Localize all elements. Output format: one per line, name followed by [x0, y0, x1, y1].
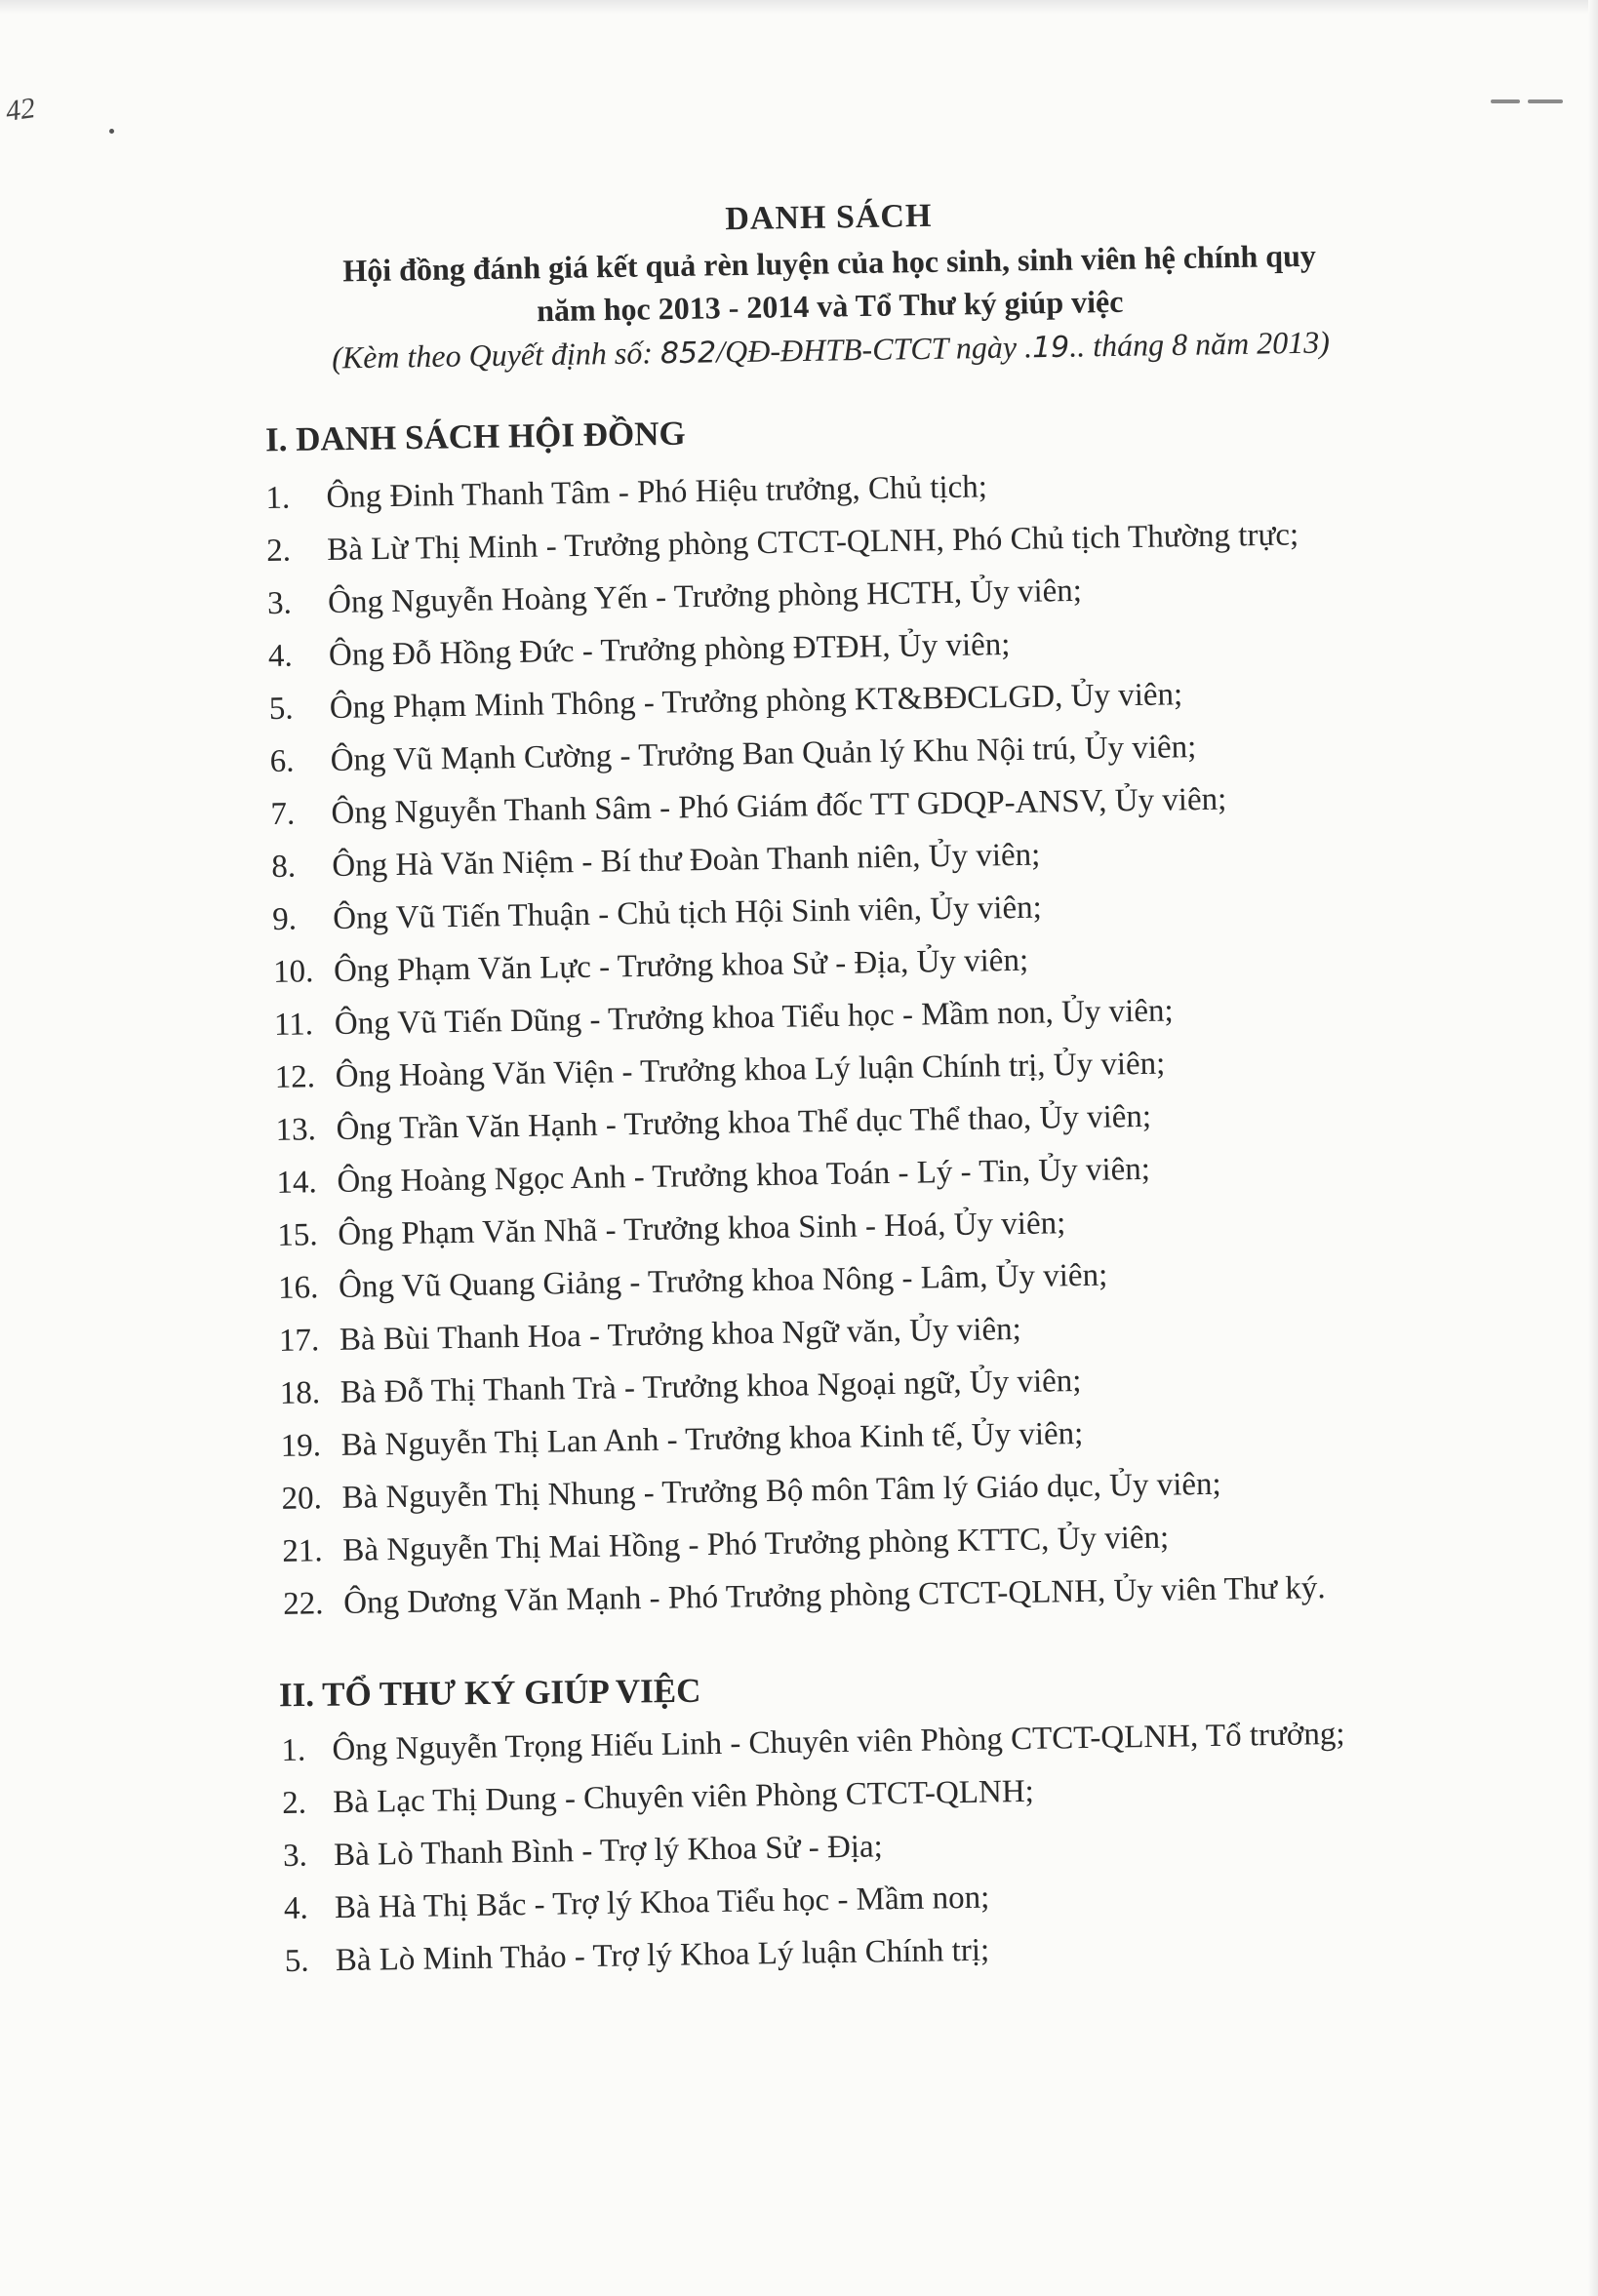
list-item-text: Bà Nguyễn Thị Nhung - Trưởng Bộ môn Tâm lý Giáo dục, Ủy viên; [341, 1466, 1221, 1516]
scan-speck [109, 129, 114, 134]
list-item-number: 7. [270, 796, 296, 832]
list-item-number: 1. [265, 480, 291, 516]
list-item-text: Bà Nguyễn Thị Mai Hồng - Phó Trưởng phòng KTTC, Ủy viên; [342, 1520, 1170, 1568]
list-item-text: Ông Hà Văn Niệm - Bí thư Đoàn Thanh niên, Ủy viên; [332, 837, 1041, 884]
council-member-list [265, 453, 1551, 1631]
list-item-text: Ông Đinh Thanh Tâm - Phó Hiệu trưởng, Chủ tịch; [326, 469, 988, 516]
list-item-text: Bà Lạc Thị Dung - Chuyên viên Phòng CTCT-QLNH; [332, 1773, 1035, 1821]
list-item-number: 6. [269, 743, 295, 779]
scan-mark [1491, 99, 1520, 103]
document-subtitle-line1: Hội đồng đánh giá kết quả rèn luyện của học sinh, sinh viên hệ chính quy [342, 237, 1317, 289]
list-item-number: 4. [283, 1890, 308, 1926]
document-header [0, 182, 1598, 387]
list-item-text: Ông Nguyễn Thanh Sâm - Phó Giám đốc TT GDQP-ANSV, Ủy viên; [331, 781, 1227, 831]
list-item-number: 12. [274, 1059, 316, 1095]
list-item-text: Bà Bùi Thanh Hoa - Trưởng khoa Ngữ văn, Ủy viên; [339, 1311, 1022, 1358]
list-item-text: Ông Vũ Mạnh Cường - Trưởng Ban Quản lý Khu Nội trú, Ủy viên; [330, 730, 1197, 778]
list-item-number: 11. [273, 1007, 314, 1043]
list-item-number: 15. [277, 1217, 318, 1253]
list-item-number: 20. [281, 1481, 323, 1517]
list-item-number: 16. [277, 1270, 319, 1306]
list-item-text: Ông Phạm Minh Thông - Trưởng phòng KT&BĐCLGD, Ủy viên; [329, 677, 1183, 726]
list-item-number: 14. [276, 1165, 317, 1201]
list-item-text: Bà Đỗ Thị Thanh Trà - Trưởng khoa Ngoại ngữ, Ủy viên; [340, 1363, 1082, 1410]
list-item-number: 3. [266, 585, 293, 621]
list-item-number: 4. [267, 638, 293, 674]
list-item-text: Ông Hoàng Văn Viện - Trưởng khoa Lý luận Chính trị, Ủy viên; [335, 1046, 1166, 1094]
list-item-text: Ông Hoàng Ngọc Anh - Trưởng khoa Toán - Lý - Tin, Ủy viên; [337, 1151, 1151, 1200]
decision-suffix: .. tháng 8 năm 2013) [1068, 324, 1331, 364]
list-item-text: Ông Vũ Tiến Dũng - Trưởng khoa Tiểu học - Mầm non, Ủy viên; [334, 993, 1174, 1042]
list-item-text: Bà Lò Minh Thảo - Trợ lý Khoa Lý luận Chính trị; [335, 1932, 990, 1979]
list-item-number: 5. [284, 1943, 309, 1979]
list-item-number: 8. [271, 849, 297, 885]
list-item-number: 17. [278, 1323, 320, 1359]
document-title: DANH SÁCH [725, 197, 933, 238]
list-item-text: Ông Dương Văn Mạnh - Phó Trưởng phòng CTCT-QLNH, Ủy viên Thư ký. [342, 1570, 1326, 1621]
list-item-text: Bà Nguyễn Thị Lan Anh - Trưởng khoa Kinh tế, Ủy viên; [340, 1415, 1084, 1463]
list-item-text: Ông Vũ Tiến Thuận - Chủ tịch Hội Sinh viên, Ủy viên; [332, 890, 1043, 936]
list-item-number: 3. [282, 1838, 308, 1874]
document-subtitle-line2: năm học 2013 - 2014 và Tổ Thư ký giúp việc [536, 283, 1124, 329]
list-item-number: 21. [282, 1533, 323, 1569]
list-item-number: 22. [282, 1586, 324, 1622]
list-item-number: 5. [268, 691, 294, 727]
list-item-text: Ông Đỗ Hồng Đức - Trưởng phòng ĐTĐH, Ủy viên; [328, 627, 1011, 674]
list-item-text: Ông Trần Văn Hạnh - Trưởng khoa Thể dục Thể thao, Ủy viên; [336, 1098, 1152, 1147]
list-item-number: 13. [275, 1112, 317, 1148]
list-item-text: Ông Phạm Văn Nhã - Trưởng khoa Sinh - Hoá, Ủy viên; [338, 1206, 1066, 1252]
scan-mark [1528, 99, 1563, 103]
decision-number-handwritten: 852 [659, 336, 717, 372]
list-item-text: Ông Vũ Quang Giảng - Trưởng khoa Nông - Lâm, Ủy viên; [338, 1257, 1108, 1305]
decision-mid: /QĐ-ĐHTB-CTCT ngày . [715, 329, 1033, 370]
list-item-text: Ông Phạm Văn Lực - Trưởng khoa Sử - Địa, Ủy viên; [333, 942, 1029, 989]
list-item-number: 2. [281, 1785, 307, 1821]
secretary-team-list [281, 1705, 1553, 1988]
list-item-number: 10. [272, 954, 314, 990]
list-item-text: Bà Lừ Thị Minh - Trưởng phòng CTCT-QLNH, Phó Chủ tịch Thường trực; [326, 517, 1299, 569]
section1-title: I. DANH SÁCH HỘI ĐỒNG [264, 414, 687, 459]
scan-top-edge [0, 0, 1598, 14]
list-item-text: Ông Nguyễn Hoàng Yến - Trưởng phòng HCTH, Ủy viên; [327, 573, 1083, 621]
section2-title: II. TỔ THƯ KÝ GIÚP VIỆC [278, 1671, 701, 1715]
decision-prefix: (Kèm theo Quyết định số: [331, 335, 661, 376]
list-item-number: 1. [281, 1732, 306, 1768]
list-item-text: Ông Nguyễn Trọng Hiếu Linh - Chuyên viên Phòng CTCT-QLNH, Tổ trưởng; [332, 1716, 1345, 1768]
list-item-number: 19. [280, 1428, 322, 1464]
list-item-number: 2. [265, 533, 292, 569]
handwritten-margin-mark: 42 [3, 92, 38, 128]
list-item-text: Bà Lò Thanh Bình - Trợ lý Khoa Sử - Địa; [333, 1829, 884, 1874]
list-item-text: Bà Hà Thị Bắc - Trợ lý Khoa Tiểu học - Mầm non; [334, 1880, 990, 1926]
decision-day-handwritten: 19 [1031, 330, 1070, 366]
list-item-number: 9. [271, 901, 298, 937]
list-item-number: 18. [279, 1375, 321, 1411]
